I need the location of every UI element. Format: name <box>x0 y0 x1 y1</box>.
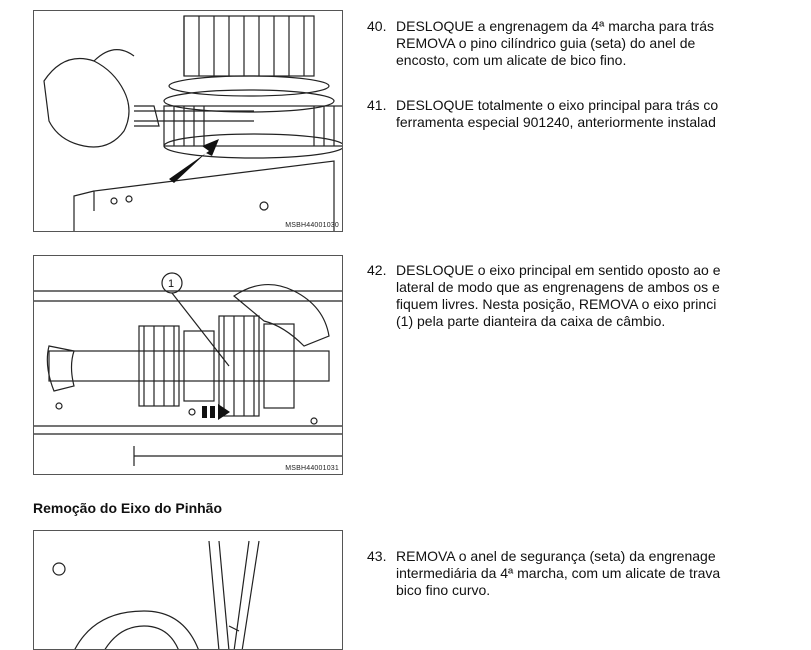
step-42 <box>367 262 721 330</box>
step-number: 43. <box>367 548 387 564</box>
step-text: ferramenta especial 901240, anteriormente instalad <box>396 114 716 130</box>
step-text: DESLOQUE o eixo principal em sentido oposto ao e <box>396 262 721 278</box>
figure-gear-pin-removal <box>33 10 343 232</box>
step-text: encosto, com um alicate de bico fino. <box>396 52 627 68</box>
step-text: DESLOQUE totalmente o eixo principal para trás co <box>396 97 719 113</box>
figure-code: MSBH44001030 <box>285 222 339 229</box>
callout-label: 1 <box>168 278 175 290</box>
section-heading: Remoção do Eixo do Pinhão <box>33 500 223 516</box>
step-43 <box>367 548 720 599</box>
step-number: 40. <box>367 18 387 34</box>
figure-main-shaft-removal <box>33 255 343 475</box>
pinion-illustration <box>34 531 343 650</box>
step-40 <box>367 18 714 69</box>
step-text: (1) pela parte dianteira da caixa de câmbio. <box>396 313 666 329</box>
step-text: lateral de modo que as engrenagens de ambos os e <box>396 279 720 295</box>
step-text: bico fino curvo. <box>396 582 491 598</box>
gear-illustration <box>34 11 343 232</box>
figure-snap-ring-removal <box>33 530 343 650</box>
step-number: 42. <box>367 262 387 278</box>
step-text: intermediária da 4ª marcha, com um alicate de trava <box>396 565 721 581</box>
step-text: fiquem livres. Nesta posição, REMOVA o eixo princi <box>396 296 717 312</box>
figure-code: MSBH44001031 <box>285 465 339 472</box>
step-text: DESLOQUE a engrenagem da 4ª marcha para trás <box>396 18 715 34</box>
shaft-illustration <box>34 256 343 475</box>
step-text: REMOVA o pino cilíndrico guia (seta) do anel de <box>396 35 696 51</box>
step-number: 41. <box>367 97 387 113</box>
step-41 <box>367 97 718 131</box>
step-text: REMOVA o anel de segurança (seta) da engrenage <box>396 548 716 564</box>
